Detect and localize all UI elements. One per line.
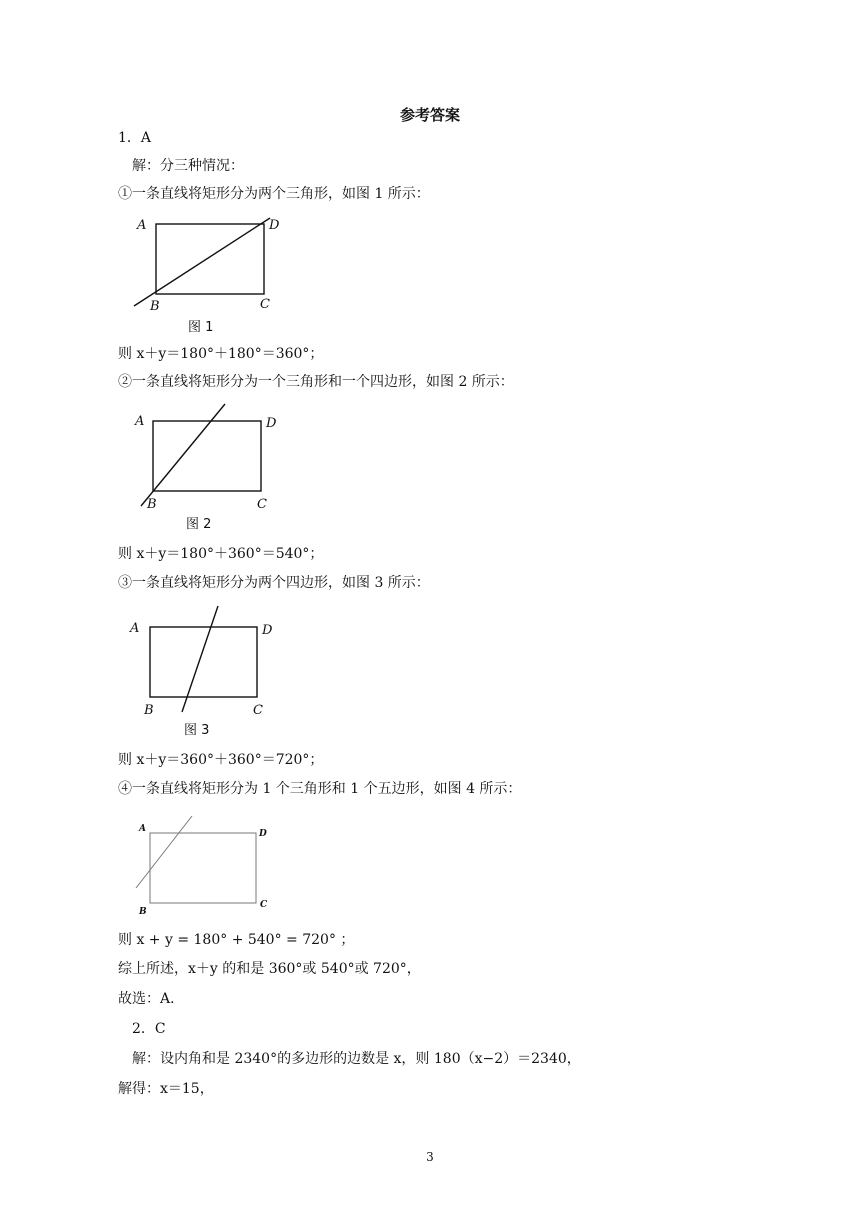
q2-solution: 解：设内角和是 2340°的多边形的边数是 x，则 180（x−2）＝2340， [132, 1051, 581, 1067]
q1-result3: 则 x＋y＝360°＋360°＝720°； [118, 752, 324, 768]
figure-2-caption: 图 2 [186, 517, 212, 532]
rectangle-abcd [153, 421, 261, 491]
q1-heading: 1．A [118, 130, 152, 146]
q1-result1: 则 x＋y＝180°＋180°＝360°； [118, 346, 324, 362]
rectangle-abcd [150, 627, 257, 697]
cut-line [134, 218, 270, 306]
vertex-c-label: C [260, 900, 268, 910]
figure-3-caption: 图 3 [184, 723, 210, 738]
q1-case2: ②一条直线将矩形分为一个三角形和一个四边形，如图 2 所示： [118, 374, 514, 390]
q2-heading: 2．C [132, 1021, 166, 1037]
vertex-d-label: D [262, 623, 273, 638]
vertex-a-label: A [139, 824, 146, 834]
figure-3 [128, 604, 298, 744]
vertex-c-label: C [260, 297, 270, 312]
q1-choice: 故选：A． [118, 991, 185, 1007]
vertex-a-label: A [135, 414, 145, 429]
vertex-d-label: D [269, 218, 280, 233]
vertex-c-label: C [253, 703, 263, 718]
rectangle-abcd [150, 833, 256, 903]
q1-summary: 综上所述，x＋y 的和是 360°或 540°或 720°， [118, 961, 421, 977]
vertex-a-label: A [137, 218, 147, 233]
q1-result2: 则 x＋y＝180°＋360°＝540°； [118, 546, 324, 562]
page-number: 3 [426, 1150, 434, 1164]
vertex-b-label: B [139, 907, 147, 917]
figure-2 [128, 402, 298, 532]
page-title: 参考答案 [399, 106, 460, 124]
vertex-d-label: D [259, 829, 267, 839]
figure-1-caption: 图 1 [188, 320, 214, 335]
q1-case1: ①一条直线将矩形分为两个三角形，如图 1 所示： [118, 186, 430, 202]
figure-4 [128, 816, 278, 926]
q2-solve: 解得：x＝15， [118, 1081, 214, 1097]
cut-line [182, 606, 218, 712]
vertex-d-label: D [266, 416, 277, 431]
q1-case3: ③一条直线将矩形分为两个四边形，如图 3 所示： [118, 575, 430, 591]
figure-1 [128, 210, 298, 340]
q1-case4: ④一条直线将矩形分为 1 个三角形和 1 个五边形，如图 4 所示： [118, 781, 522, 797]
vertex-b-label: B [150, 299, 160, 314]
vertex-b-label: B [144, 703, 154, 718]
vertex-b-label: B [147, 497, 157, 512]
q1-result4: 则 x + y = 180° + 540° = 720° ； [118, 932, 355, 948]
rectangle-abcd [156, 224, 264, 294]
vertex-a-label: A [130, 621, 140, 636]
vertex-c-label: C [257, 497, 267, 512]
q1-intro: 解：分三种情况： [132, 158, 244, 174]
